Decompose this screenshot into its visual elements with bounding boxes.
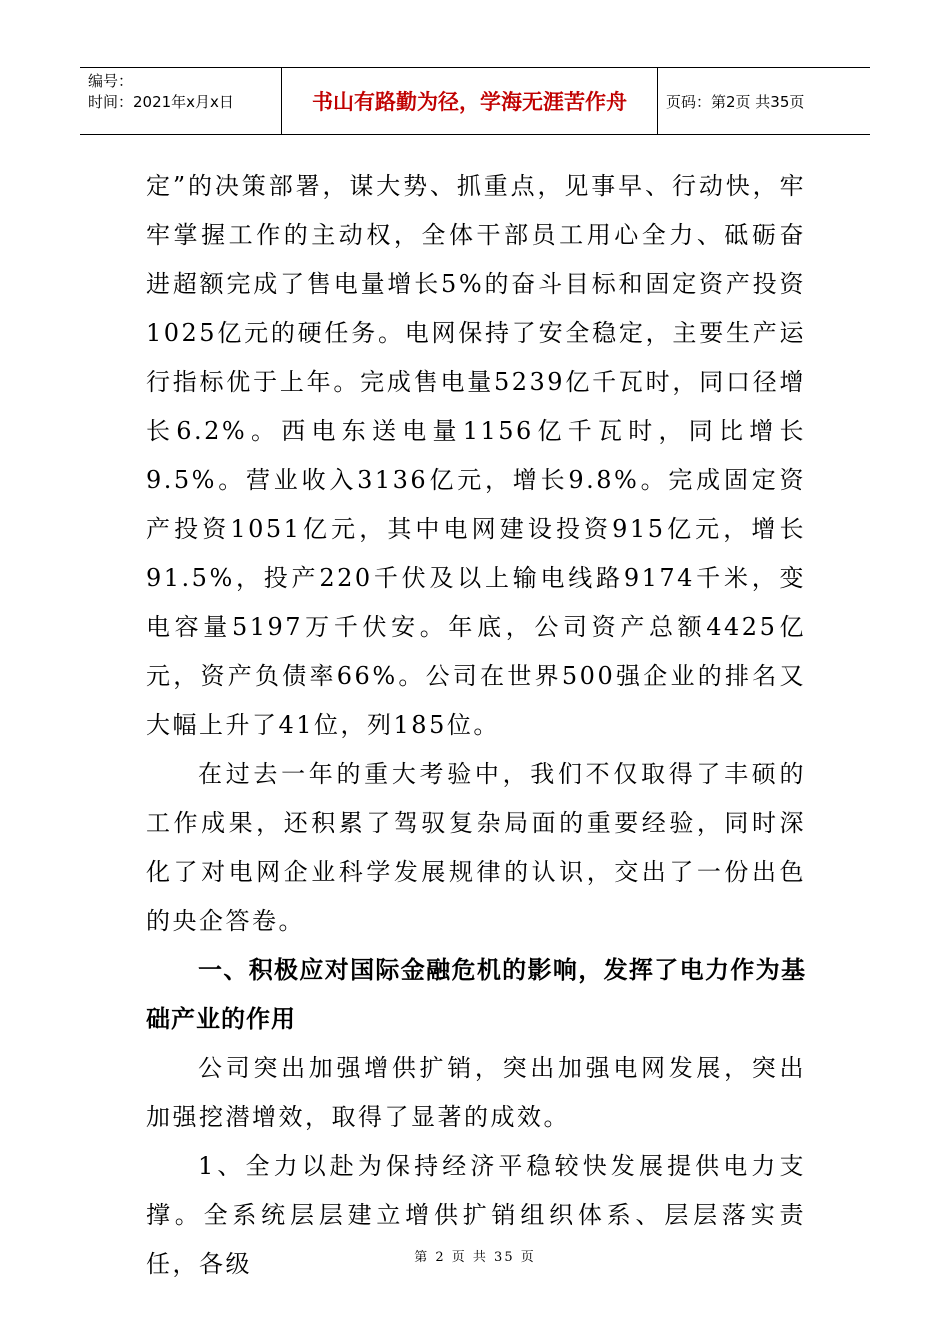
section-heading: 一、积极应对国际金融危机的影响，发挥了电力作为基础产业的作用 bbox=[146, 956, 806, 1033]
doc-number-label: 编号： bbox=[88, 72, 134, 90]
header-motto: 书山有路勤为径，学海无涯苦作舟 bbox=[282, 68, 658, 134]
body-paragraph: 公司突出加强增供扩销，突出加强电网发展，突出加强挖潜增效，取得了显著的成效。 bbox=[146, 1054, 806, 1131]
header-meta bbox=[80, 68, 282, 134]
header-page-info: 页码：第2页 共35页 bbox=[666, 92, 805, 111]
page-header bbox=[80, 67, 870, 135]
body-paragraph: 1、全力以赴为保持经济平稳较快发展提供电力支撑。全系统层层建立增供扩销组织体系、层层落实责任，各级 bbox=[146, 1152, 806, 1278]
doc-time-label: 时间：2021年x月x日 bbox=[88, 93, 234, 111]
body-paragraph: 在过去一年的重大考验中，我们不仅取得了丰硕的工作成果，还积累了驾驭复杂局面的重要经验，同时深化了对电网企业科学发展规律的认识，交出了一份出色的央企答卷。 bbox=[146, 760, 806, 935]
body-paragraph: 定”的决策部署，谋大势、抓重点，见事早、行动快，牢牢掌握工作的主动权，全体干部员工用心全力、砥砺奋进超额完成了售电量增长5%的奋斗目标和固定资产投资1025亿元的硬任务。电网保持了安全稳定，主要生产运行指标优于上年。完成售电量5239亿千瓦时，同口径增长6.2%。西电东送电量1156亿千瓦时，同比增长9.5%。营业收入3136亿元，增长9.8%。完成固定资产投资1051亿元，其中电网建设投资915亿元，增长91.5%，投产220千伏及以上输电线路9174千米，变电容量5197万千伏安。年底，公司资产总额4425亿元，资产负债率66%。公司在世界500强企业的排名又大幅上升了41位，列185位。 bbox=[146, 172, 806, 739]
document-body bbox=[146, 162, 806, 1289]
page-footer: 第 2 页 共 35 页 bbox=[414, 1250, 536, 1265]
